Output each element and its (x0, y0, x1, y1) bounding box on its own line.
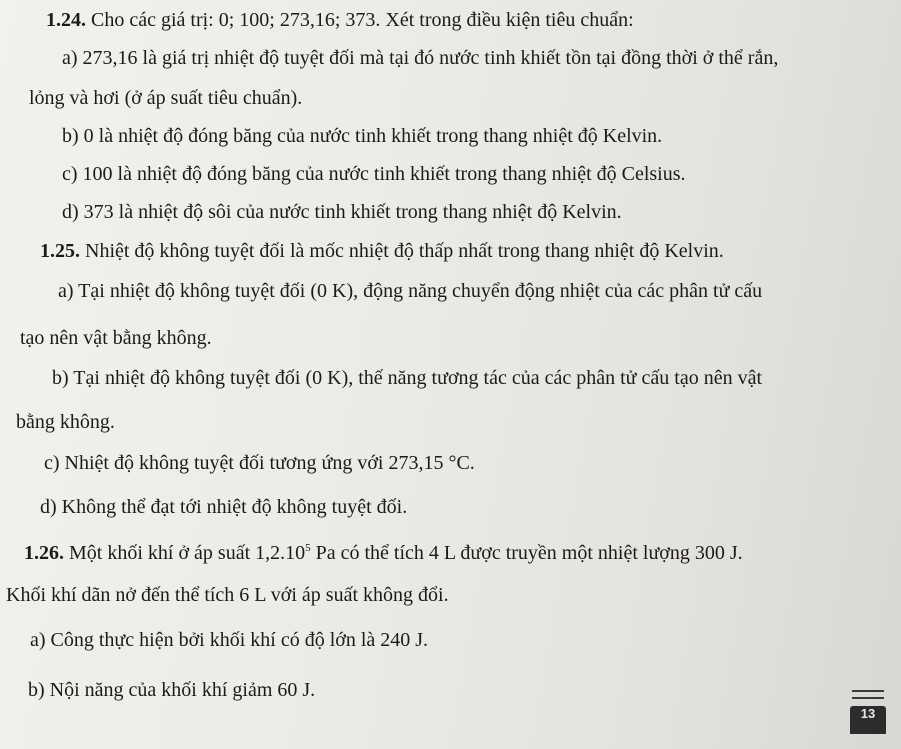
problem-125-option-c: c) Nhiệt độ không tuyệt đối tương ứng với 273,15 °C. (44, 452, 475, 474)
problem-126-text-post: Pa có thể tích 4 L được truyền một nhiệt lượng 300 J. (310, 542, 743, 564)
page-number-tab (850, 690, 886, 736)
problem-125-option-b-line1: b) Tại nhiệt độ không tuyệt đối (0 K), thế năng tương tác của các phân tử cấu tạo nên vật (52, 367, 762, 389)
page-mark-rule-2 (852, 697, 884, 699)
problem-126-heading (24, 536, 743, 565)
problem-126-option-a: a) Công thực hiện bởi khối khí có độ lớn là 240 J. (30, 629, 429, 651)
problem-124-heading (46, 8, 634, 32)
problem-124-option-d: d) 373 là nhiệt độ sôi của nước tinh khiết trong thang nhiệt độ Kelvin. (62, 201, 622, 223)
problem-125-option-a-line2: tạo nên vật bằng không. (20, 327, 212, 349)
problem-125-option-b-line2: bằng không. (16, 411, 115, 433)
problem-124-option-c: c) 100 là nhiệt độ đóng băng của nước tinh khiết trong thang nhiệt độ Celsius. (62, 163, 686, 185)
problem-124-option-a-line2: lỏng và hơi (ở áp suất tiêu chuẩn). (29, 87, 303, 109)
problem-126-exponent: 5 (305, 542, 311, 554)
problem-125-heading (40, 239, 724, 263)
problem-124-text: Cho các giá trị: 0; 100; 273,16; 373. Xét trong điều kiện tiêu chuẩn: (86, 9, 634, 31)
page-number: 13 (850, 706, 886, 734)
problem-125-text: Nhiệt độ không tuyệt đối là mốc nhiệt độ thấp nhất trong thang nhiệt độ Kelvin. (80, 240, 724, 262)
page-mark-rule-1 (852, 690, 884, 692)
problem-125-option-a-line1: a) Tại nhiệt độ không tuyệt đối (0 K), động năng chuyển động nhiệt của các phân tử cấu (58, 280, 763, 302)
problem-124-number: 1.24. (46, 9, 86, 31)
problem-124-option-b: b) 0 là nhiệt độ đóng băng của nước tinh khiết trong thang nhiệt độ Kelvin. (62, 125, 663, 147)
problem-126-option-b: b) Nội năng của khối khí giảm 60 J. (28, 679, 316, 701)
problem-124-option-a-line1: a) 273,16 là giá trị nhiệt độ tuyệt đối mà tại đó nước tinh khiết tồn tại đồng thời ở thể rắn, (62, 47, 779, 69)
problem-126-text-pre: Một khối khí ở áp suất 1,2.10 (64, 542, 306, 564)
problem-126-number: 1.26. (24, 542, 64, 564)
problem-125-option-d: d) Không thể đạt tới nhiệt độ không tuyệt đối. (40, 496, 408, 518)
problem-125-number: 1.25. (40, 240, 80, 262)
problem-126-line2: Khối khí dãn nở đến thể tích 6 L với áp suất không đổi. (6, 584, 449, 606)
